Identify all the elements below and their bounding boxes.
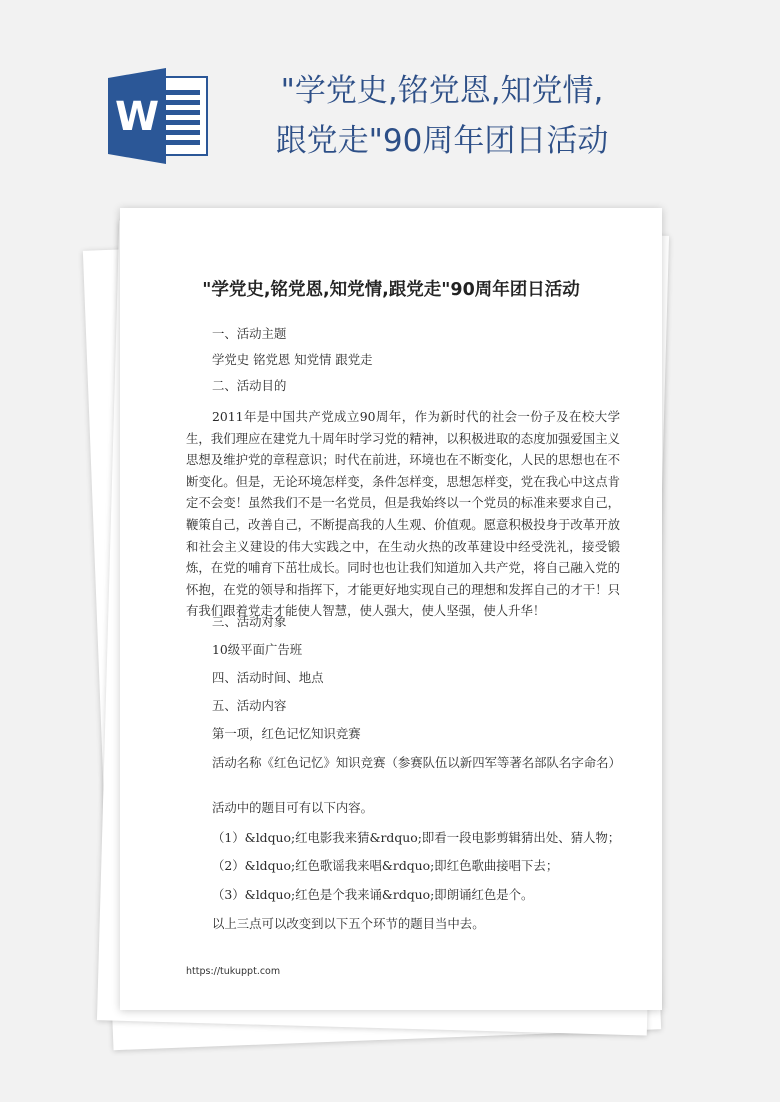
question-item-3: （3）&ldquo;红色是个我来诵&rdquo;即朗诵红色是个。	[212, 887, 534, 902]
section-heading-time-place: 四、活动时间、地点	[212, 670, 324, 685]
item-heading-knowledge-contest: 第一项，红色记忆知识竞赛	[212, 726, 361, 741]
banner-title	[232, 66, 652, 166]
banner-title-line-2: 跟党走"90周年团日活动	[275, 123, 609, 159]
section-heading-theme: 一、活动主题	[212, 326, 287, 341]
section-heading-purpose: 二、活动目的	[212, 378, 287, 393]
section-content-theme: 学党史 铭党恩 知党情 跟党走	[212, 352, 373, 367]
word-document-icon	[108, 68, 212, 164]
section-heading-content: 五、活动内容	[212, 698, 287, 713]
contest-questions-intro: 活动中的题目可有以下内容。	[212, 800, 374, 815]
section-content-purpose: 2011年是中国共产党成立90周年，作为新时代的社会一份子及在校大学生，我们理应在建党九十周年时学习党的精神，以积极进取的态度加强爱国主义思想及维护党的章程意识；时代在前进，环境也在不断变化，人民的思想也在不断变化。但是，无论环境怎样变，条件怎样变，思想怎样变，党在我心中这点肯定不会变！虽然我们不是一名党员，但是我始终以一个党员的标准来要求自己，鞭策自己，改善自己，不断提高我的人生观、价值观。愿意积极投身于改革开放和社会主义建设的伟大实践之中，在生动火热的改革建设中经受洗礼，接受锻炼，在党的哺育下茁壮成长。同时也也让我们知道加入共产党，将自己融入党的怀抱，在党的领导和指挥下，才能更好地实现自己的理想和发挥自己的才干！只有我们跟着党走才能使人智慧，使人强大，使人坚强，使人升华！	[186, 409, 620, 619]
closing-note: 以上三点可以改变到以下五个环节的题目当中去。	[212, 916, 485, 931]
section-content-audience: 10级平面广告班	[212, 642, 303, 657]
question-item-2: （2）&ldquo;红色歌谣我来唱&rdquo;即红色歌曲接唱下去；	[212, 858, 559, 873]
footer-url: https://tukuppt.com	[186, 966, 281, 977]
contest-name-line: 活动名称《红色记忆》知识竞赛（参赛队伍以新四军等著名部队名字命名）	[212, 755, 621, 770]
question-item-1: （1）&ldquo;红电影我来猜&rdquo;即看一段电影剪辑猜出处、猜人物；	[212, 830, 621, 845]
banner-title-line-1: "学党史,铭党恩,知党情,	[280, 73, 604, 109]
document-title: "学党史,铭党恩,知党情,跟党走"90周年团日活动	[202, 280, 580, 300]
document-page	[120, 208, 662, 1010]
svg-text:W: W	[114, 94, 160, 140]
section-heading-audience: 三、活动对象	[212, 614, 287, 629]
